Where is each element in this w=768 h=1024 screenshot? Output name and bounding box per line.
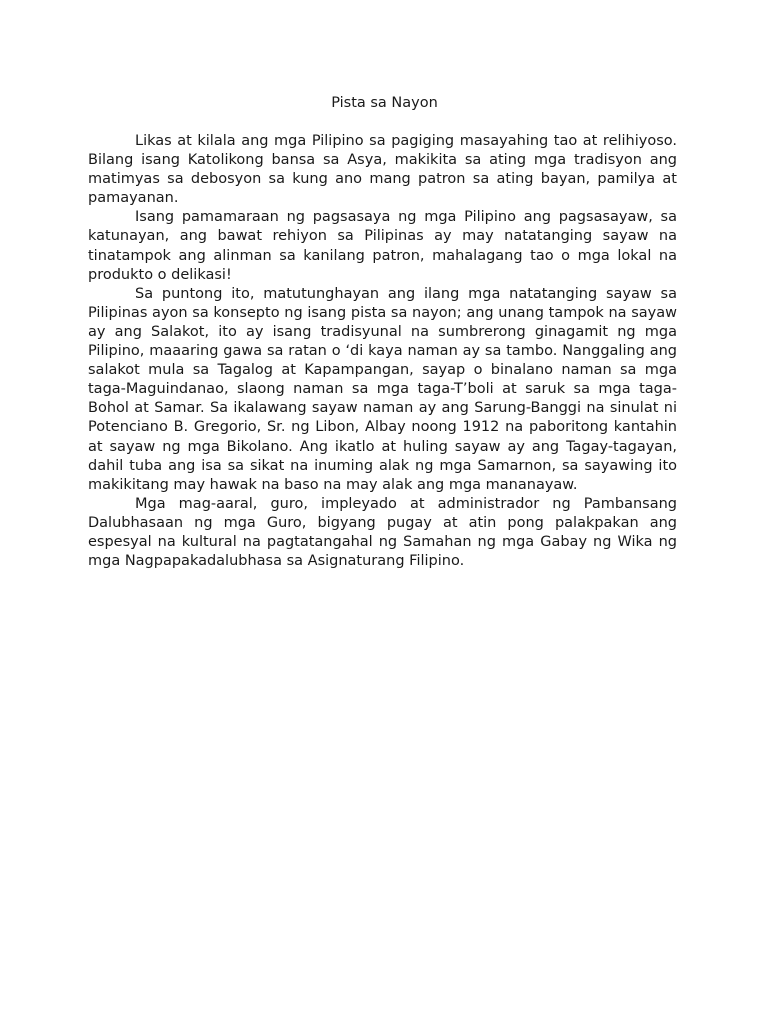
document-page [88, 93, 677, 571]
paragraph-2: Isang pamamaraan ng pagsasaya ng mga Pilipino ang pagsasayaw, sa katunayan, ang bawat rehiyon sa Pilipinas ay may natatanging sayaw na tinatampok ang alinman sa kanilang patron, mahalagang tao o mga lokal na produkto o delikasi! [88, 209, 677, 283]
document-title: Pista sa Nayon [331, 95, 438, 111]
paragraph-4: Mga mag-aaral, guro, impleyado at administrador ng Pambansang Dalubhasaan ng mga Guro, bigyang pugay at atin pong palakpakan ang espesyal na kultural na pagtatangahal ng Samahan ng mga Gabay ng Wika ng mga Nagpapakadalubhasa sa Asignaturang Filipino. [88, 495, 677, 570]
paragraph-3: Sa puntong ito, matutunghayan ang ilang mga natatanging sayaw sa Pilipinas ayon sa konsepto ng isang pista sa nayon; ang unang tampok na sayaw ay ang Salakot, ito ay isang tradisyunal na sumbrerong ginagamit ng mga Pilipino, maaaring gawa sa ratan o ‘di kaya naman ay sa tambo. Nanggaling ang salakot mula sa Tagalog at Kapampangan, sayap o binalano naman sa mga taga-Maguindanao, slaong naman sa mga taga-T’boli at saruk sa mga taga-Bohol at Samar. Sa ikalawang sayaw naman ay ang Sarung-Banggi na sinulat ni Potenciano B. Gregorio, Sr. ng Libon, Albay noong 1912 na paboritong kantahin at sayaw ng mga Bikolano. Ang ikatlo at huling sayaw ay ang Tagay-tagayan, dahil tuba ang isa sa sikat na inuming alak ng mga Samarnon, sa sayawing ito makikitang may hawak na baso na may alak ang mga mananayaw. [88, 285, 677, 493]
paragraph-1: Likas at kilala ang mga Pilipino sa pagiging masayahing tao at relihiyoso. Bilang isang Katolikong bansa sa Asya, makikita sa ating mga tradisyon ang matimyas sa debosyon sa kung ano mang patron sa ating bayan, pamilya at pamayanan. [88, 133, 677, 207]
